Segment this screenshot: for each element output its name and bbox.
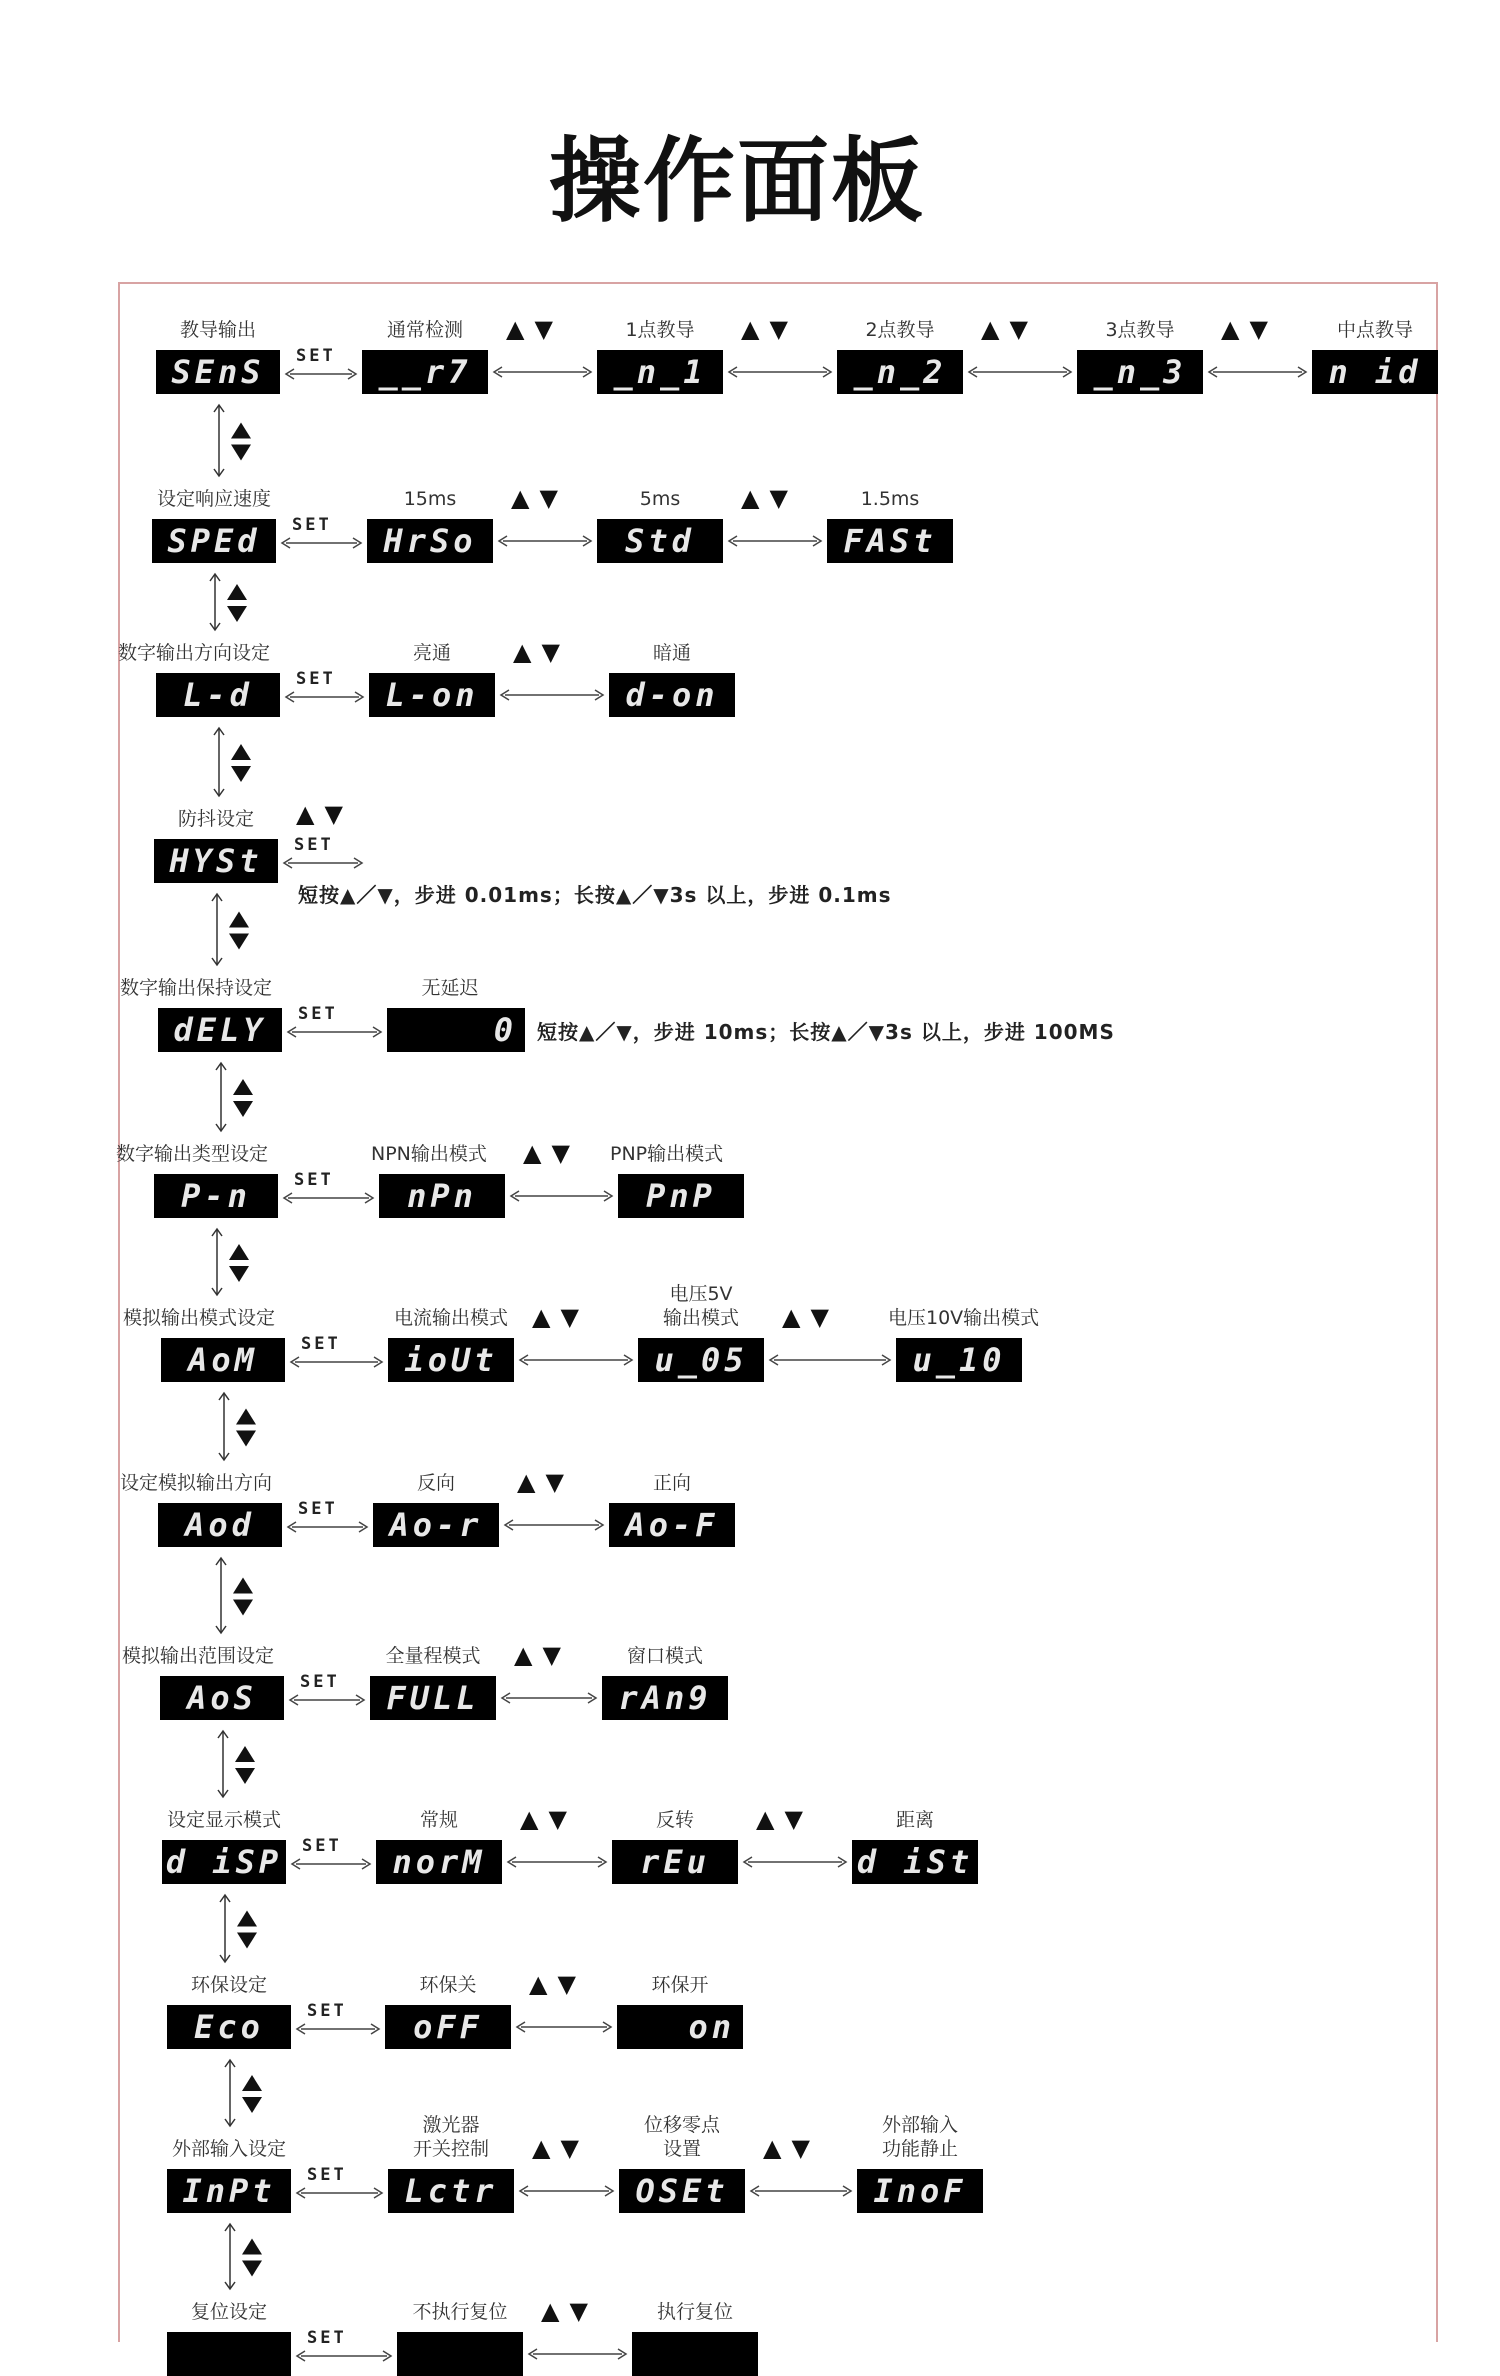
updown-keys: ▲▼	[517, 1468, 574, 1496]
menu-label: 数字输出保持设定	[120, 977, 273, 999]
cycle-arrow	[509, 1190, 614, 1202]
option-display[interactable]: Std	[597, 519, 723, 563]
menu-label: 数字输出方向设定	[118, 642, 271, 664]
option-display[interactable]: Ao-r	[373, 1503, 499, 1547]
menu-label: 模拟输出范围设定	[122, 1645, 275, 1667]
set-arrow	[295, 2023, 381, 2035]
option-display[interactable]: InoF	[857, 2169, 983, 2213]
cycle-arrow	[742, 1856, 848, 1868]
set-arrow	[290, 1858, 372, 1870]
cycle-arrow	[527, 2348, 628, 2360]
set-arrow	[284, 368, 358, 380]
option-display[interactable]: _n_3	[1077, 350, 1203, 394]
option-label: 中点教导	[1336, 319, 1413, 341]
set-arrow	[280, 537, 363, 549]
updown-keys: ▲▼	[741, 484, 798, 512]
set-label: SET	[307, 2165, 347, 2185]
option-display[interactable]: norM	[376, 1840, 502, 1884]
option-display[interactable]: oFF	[385, 2005, 511, 2049]
navigate-arrow	[216, 1390, 266, 1463]
cycle-arrow	[727, 535, 823, 547]
option-label: 不执行复位	[412, 2301, 508, 2323]
navigate-arrow	[217, 1892, 267, 1965]
set-arrow	[286, 1026, 383, 1038]
option-label: 亮通	[412, 642, 451, 664]
menu-display[interactable]: HYSt	[154, 839, 278, 883]
option-label: 反向	[416, 1472, 455, 1494]
updown-keys: ▲▼	[523, 1139, 580, 1167]
option-label: 反转	[655, 1809, 694, 1831]
cycle-arrow	[967, 366, 1073, 378]
navigate-arrow	[207, 571, 257, 633]
menu-label: 环保设定	[190, 1974, 267, 1996]
updown-keys: ▲▼	[296, 800, 353, 828]
updown-keys: ▲▼	[506, 315, 563, 343]
option-display[interactable]: FASt	[827, 519, 953, 563]
option-label: 5ms	[639, 488, 681, 510]
menu-display[interactable]: L-d	[156, 673, 280, 717]
option-display[interactable]: u_05	[638, 1338, 764, 1382]
cycle-arrow	[503, 1519, 605, 1531]
option-label: 15ms	[403, 488, 457, 510]
option-display[interactable]: Ao-F	[609, 1503, 735, 1547]
set-arrow	[286, 1521, 369, 1533]
menu-label: 设定显示模式	[166, 1809, 281, 1831]
set-label: SET	[302, 1836, 342, 1856]
option-display[interactable]: L-on	[369, 673, 495, 717]
navigate-arrow	[213, 1060, 263, 1134]
option-display[interactable]: rAn9	[602, 1676, 728, 1720]
cycle-arrow	[506, 1856, 608, 1868]
menu-display[interactable]: SPEd	[152, 519, 276, 563]
menu-label: 数字输出类型设定	[116, 1143, 269, 1165]
option-display[interactable]: HrSo	[367, 519, 493, 563]
set-label: SET	[300, 1672, 340, 1692]
set-label: SET	[296, 669, 336, 689]
step-note: 短按▲／▼，步进 10ms；长按▲／▼3s 以上，步进 100MS	[537, 1020, 1115, 1044]
option-display[interactable]: PnP	[618, 1174, 744, 1218]
set-arrow	[289, 1356, 384, 1368]
option-label: 电压10V输出模式	[888, 1307, 1040, 1329]
option-display[interactable]	[632, 2332, 758, 2376]
option-label: 暗通	[652, 642, 691, 664]
menu-label: 模拟输出模式设定	[123, 1307, 276, 1329]
menu-display[interactable]: AoM	[161, 1338, 285, 1382]
updown-keys: ▲▼	[756, 1805, 813, 1833]
updown-keys: ▲▼	[514, 1641, 571, 1669]
menu-label: 防抖设定	[177, 808, 254, 830]
navigate-arrow	[222, 2221, 272, 2292]
option-display[interactable]: u_10	[896, 1338, 1022, 1382]
option-display[interactable]: rEu	[612, 1840, 738, 1884]
navigate-arrow	[211, 725, 261, 799]
option-display[interactable]: 0	[387, 1008, 525, 1052]
updown-keys: ▲▼	[532, 2134, 589, 2162]
updown-keys: ▲▼	[532, 1303, 589, 1331]
navigate-arrow	[209, 1226, 259, 1298]
set-label: SET	[307, 2001, 347, 2021]
set-label: SET	[298, 1004, 338, 1024]
menu-display[interactable]: SEnS	[156, 350, 280, 394]
set-label: SET	[292, 515, 332, 535]
updown-keys: ▲▼	[1221, 315, 1278, 343]
navigate-arrow	[211, 402, 261, 479]
option-display[interactable]: _n_2	[837, 350, 963, 394]
set-arrow	[288, 1694, 366, 1706]
option-label: 位移零点 设置	[643, 2114, 720, 2160]
navigate-arrow	[222, 2057, 272, 2129]
set-arrow	[282, 1192, 375, 1204]
option-label: PNP输出模式	[610, 1143, 724, 1165]
cycle-arrow	[500, 1692, 598, 1704]
option-label: 电流输出模式	[393, 1307, 508, 1329]
set-arrow	[295, 2350, 393, 2362]
option-label: NPN输出模式	[371, 1143, 487, 1165]
updown-keys: ▲▼	[741, 315, 798, 343]
option-display[interactable]: FULL	[370, 1676, 496, 1720]
option-display[interactable]: ioUt	[388, 1338, 514, 1382]
set-arrow	[282, 857, 364, 869]
option-label: 2点教导	[865, 319, 935, 341]
option-label: 1.5ms	[860, 488, 920, 510]
option-display[interactable]: d-on	[609, 673, 735, 717]
option-label: 3点教导	[1105, 319, 1175, 341]
option-label: 无延迟	[421, 977, 479, 999]
option-label: 环保开	[651, 1974, 709, 1996]
option-display[interactable]: on	[617, 2005, 743, 2049]
cycle-arrow	[518, 1354, 634, 1366]
option-display[interactable]	[397, 2332, 523, 2376]
option-label: 常规	[419, 1809, 458, 1831]
option-label: 环保关	[419, 1974, 477, 1996]
set-arrow	[284, 691, 365, 703]
option-label: 窗口模式	[626, 1645, 703, 1667]
updown-keys: ▲▼	[763, 2134, 820, 2162]
set-label: SET	[298, 1499, 338, 1519]
cycle-arrow	[1207, 366, 1308, 378]
menu-display[interactable]	[167, 2332, 291, 2376]
option-label: 电压5V 输出模式	[662, 1283, 739, 1329]
updown-keys: ▲▼	[541, 2297, 598, 2325]
menu-display[interactable]: Aod	[158, 1503, 282, 1547]
updown-keys: ▲▼	[529, 1970, 586, 1998]
updown-keys: ▲▼	[782, 1303, 839, 1331]
cycle-arrow	[499, 689, 605, 701]
cycle-arrow	[727, 366, 833, 378]
menu-display[interactable]: AoS	[160, 1676, 284, 1720]
set-label: SET	[296, 346, 336, 366]
menu-display[interactable]: d iSP	[162, 1840, 286, 1884]
menu-label: 教导输出	[179, 319, 256, 341]
option-label: 执行复位	[656, 2301, 733, 2323]
option-display[interactable]: _n_1	[597, 350, 723, 394]
cycle-arrow	[518, 2185, 615, 2197]
option-display[interactable]: n id	[1312, 350, 1438, 394]
navigate-arrow	[209, 891, 259, 968]
cycle-arrow	[515, 2021, 613, 2033]
operation-panel-diagram	[116, 282, 1438, 2348]
step-note: 短按▲／▼，步进 0.01ms；长按▲／▼3s 以上，步进 0.1ms	[298, 883, 892, 907]
set-label: SET	[301, 1334, 341, 1354]
option-label: 正向	[652, 1472, 691, 1494]
menu-label: 复位设定	[190, 2301, 267, 2323]
cycle-arrow	[492, 366, 593, 378]
menu-display[interactable]: dELY	[158, 1008, 282, 1052]
cycle-arrow	[497, 535, 593, 547]
navigate-arrow	[213, 1555, 263, 1636]
menu-label: 设定模拟输出方向	[120, 1472, 273, 1494]
option-label: 外部输入 功能静止	[881, 2114, 958, 2160]
cycle-arrow	[749, 2185, 853, 2197]
cycle-arrow	[768, 1354, 892, 1366]
updown-keys: ▲▼	[520, 1805, 577, 1833]
menu-label: 外部输入设定	[171, 2138, 286, 2160]
option-label: 距离	[895, 1809, 934, 1831]
set-label: SET	[294, 835, 334, 855]
option-label: 1点教导	[625, 319, 695, 341]
option-display[interactable]: __r7	[362, 350, 488, 394]
updown-keys: ▲▼	[511, 484, 568, 512]
option-label: 通常检测	[386, 319, 463, 341]
menu-display[interactable]: Eco	[167, 2005, 291, 2049]
option-display[interactable]: nPn	[379, 1174, 505, 1218]
set-label: SET	[307, 2328, 347, 2348]
option-label: 全量程模式	[385, 1645, 481, 1667]
updown-keys: ▲▼	[981, 315, 1038, 343]
updown-keys: ▲▼	[513, 638, 570, 666]
menu-label: 设定响应速度	[156, 488, 271, 510]
option-display[interactable]: Lctr	[388, 2169, 514, 2213]
option-display[interactable]: d iSt	[852, 1840, 978, 1884]
page-title: 操作面板	[548, 128, 925, 235]
menu-display[interactable]: InPt	[167, 2169, 291, 2213]
set-arrow	[295, 2187, 384, 2199]
set-label: SET	[294, 1170, 334, 1190]
navigate-arrow	[215, 1728, 265, 1800]
option-label: 激光器 开关控制	[412, 2114, 489, 2160]
option-display[interactable]: OSEt	[619, 2169, 745, 2213]
menu-display[interactable]: P-n	[154, 1174, 278, 1218]
